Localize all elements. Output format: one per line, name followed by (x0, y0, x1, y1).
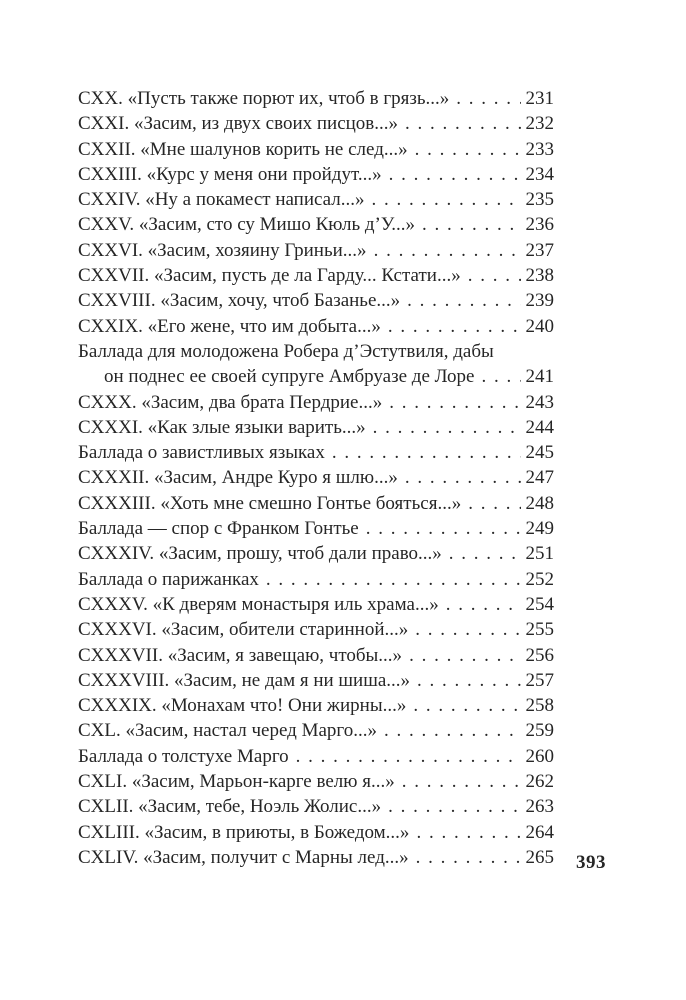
dot-leader (388, 314, 521, 339)
dot-leader (296, 744, 521, 769)
dot-leader (456, 86, 521, 111)
entry-page: 240 (525, 315, 554, 337)
toc-entry (78, 744, 554, 769)
entry-label: Баллада для молодожена Робера д’Эстутвиля, дабы (78, 340, 494, 362)
toc-entry (78, 541, 554, 566)
entry-label: CXXIX. «Его жене, что им добыта...» (78, 315, 381, 337)
toc-entry (78, 111, 554, 136)
entry-label: CXLII. «Засим, тебе, Ноэль Жолис...» (78, 796, 382, 818)
entry-page: 245 (525, 442, 554, 464)
dot-leader (405, 465, 521, 490)
entry-page: 248 (525, 492, 554, 514)
dot-leader (415, 137, 521, 162)
entry-page: 249 (525, 518, 554, 540)
dot-leader (417, 668, 521, 693)
entry-page: 252 (525, 568, 554, 590)
entry-page: 239 (525, 290, 554, 312)
toc-entry (78, 769, 554, 794)
entry-page: 238 (525, 265, 554, 287)
entry-label: CXXXVIII. «Засим, не дам я ни шиша...» (78, 669, 411, 691)
entry-label: он поднес ее своей супруге Амбруазе де Лоре (104, 366, 475, 388)
entry-label: CXXXIII. «Хоть мне смешно Гонтье бояться...» (78, 492, 462, 514)
entry-page: 262 (525, 771, 554, 793)
entry-page: 233 (525, 138, 554, 160)
toc-entry (78, 162, 554, 187)
dot-leader (366, 516, 521, 541)
entry-label: CXXIII. «Курс у меня они пройдут...» (78, 163, 382, 185)
dot-leader (468, 263, 521, 288)
entry-label: CXXIV. «Ну а покамест написал...» (78, 189, 365, 211)
entry-page: 244 (525, 416, 554, 438)
toc-entry (78, 314, 554, 339)
entry-page: 256 (525, 644, 554, 666)
toc-entry (78, 668, 554, 693)
toc-entry (78, 567, 554, 592)
toc-entry (78, 212, 554, 237)
entry-label: CXXII. «Мне шалунов корить не след...» (78, 138, 408, 160)
toc-entry (78, 390, 554, 415)
entry-page: 247 (525, 467, 554, 489)
dot-leader (373, 415, 521, 440)
entry-page: 254 (525, 593, 554, 615)
entry-page: 235 (525, 189, 554, 211)
toc-entry (78, 187, 554, 212)
toc-entry (78, 845, 554, 870)
dot-leader (332, 440, 521, 465)
toc-entry (78, 440, 554, 465)
entry-label: CXXXIV. «Засим, прошу, чтоб дали право...» (78, 543, 442, 565)
entry-page: 251 (525, 543, 554, 565)
entry-page: 257 (525, 669, 554, 691)
entry-page: 260 (525, 745, 554, 767)
entry-label: CXXVIII. «Засим, хочу, чтоб Базанье...» (78, 290, 401, 312)
entry-label: CXXXVII. «Засим, я завещаю, чтобы...» (78, 644, 403, 666)
toc-list (78, 86, 554, 870)
dot-leader (389, 390, 521, 415)
entry-page: 243 (525, 391, 554, 413)
toc-entry (78, 794, 554, 819)
entry-page: 234 (525, 163, 554, 185)
entry-label: CXXVI. «Засим, хозяину Гриньи...» (78, 239, 367, 261)
page-folio: 393 (576, 852, 606, 873)
dot-leader (416, 845, 521, 870)
entry-label: CXXXV. «К дверям монастыря иль храма...» (78, 593, 439, 615)
toc-entry (78, 718, 554, 743)
entry-label: CXXI. «Засим, из двух своих писцов...» (78, 113, 399, 135)
dot-leader (415, 617, 521, 642)
entry-label: CXXV. «Засим, сто су Мишо Кюль д’У...» (78, 214, 415, 236)
entry-label: Баллада о толстухе Марго (78, 745, 289, 767)
entry-page: 255 (525, 619, 554, 641)
entry-label: CXXXIX. «Монахам что! Они жирны...» (78, 695, 407, 717)
toc-entry (78, 491, 554, 516)
dot-leader (468, 491, 521, 516)
entry-page: 241 (525, 366, 554, 388)
entry-label: CXXXI. «Как злые языки варить...» (78, 416, 366, 438)
entry-page: 264 (525, 821, 554, 843)
toc-entry (78, 592, 554, 617)
entry-page: 259 (525, 720, 554, 742)
entry-label: CXLIII. «Засим, в приюты, в Божедом...» (78, 821, 410, 843)
toc-entry (78, 465, 554, 490)
entry-label: CXLIV. «Засим, получит с Марны лед...» (78, 846, 409, 868)
entry-label: Баллада о парижанках (78, 568, 259, 590)
toc-entry (78, 238, 554, 263)
dot-leader (416, 820, 521, 845)
toc-entry (78, 288, 554, 313)
dot-leader (482, 364, 522, 389)
dot-leader (388, 794, 521, 819)
entry-label: Баллада — спор с Франком Гонтье (78, 518, 359, 540)
toc-entry (78, 86, 554, 111)
toc-entry (78, 263, 554, 288)
entry-label: CXX. «Пусть также порют их, чтоб в грязь...» (78, 88, 450, 109)
toc-entry (78, 137, 554, 162)
entry-label: CXXVII. «Засим, пусть де ла Гарду... Кстати...» (78, 265, 461, 287)
toc-entry (78, 415, 554, 440)
entry-label: CXXXII. «Засим, Андре Куро я шлю...» (78, 467, 398, 489)
dot-leader (402, 769, 521, 794)
entry-label: Баллада о завистливых языках (78, 442, 325, 464)
toc-entry (78, 516, 554, 541)
entry-page: 258 (525, 695, 554, 717)
toc-entry (78, 693, 554, 718)
dot-leader (446, 592, 521, 617)
entry-page: 236 (525, 214, 554, 236)
toc-entry (78, 820, 554, 845)
entry-label: CXXX. «Засим, два брата Пердрие...» (78, 391, 383, 413)
dot-leader (407, 288, 521, 313)
dot-leader (384, 718, 521, 743)
dot-leader (389, 162, 521, 187)
dot-leader (409, 643, 521, 668)
dot-leader (422, 212, 521, 237)
toc-entry (78, 364, 554, 389)
entry-page: 263 (525, 796, 554, 818)
dot-leader (449, 541, 521, 566)
entry-page: 237 (525, 239, 554, 261)
dot-leader (413, 693, 521, 718)
entry-label: CXXXVI. «Засим, обители старинной...» (78, 619, 409, 641)
toc-entry (78, 643, 554, 668)
entry-page: 232 (525, 113, 554, 135)
dot-leader (374, 238, 521, 263)
entry-page: 265 (525, 846, 554, 868)
entry-page: 231 (525, 88, 554, 109)
dot-leader (405, 111, 521, 136)
entry-label: CXLI. «Засим, Марьон-карге велю я...» (78, 771, 395, 793)
dot-leader (372, 187, 521, 212)
toc-entry (78, 617, 554, 642)
toc-entry (78, 339, 554, 364)
dot-leader (266, 567, 521, 592)
entry-label: CXL. «Засим, настал черед Марго...» (78, 720, 377, 742)
